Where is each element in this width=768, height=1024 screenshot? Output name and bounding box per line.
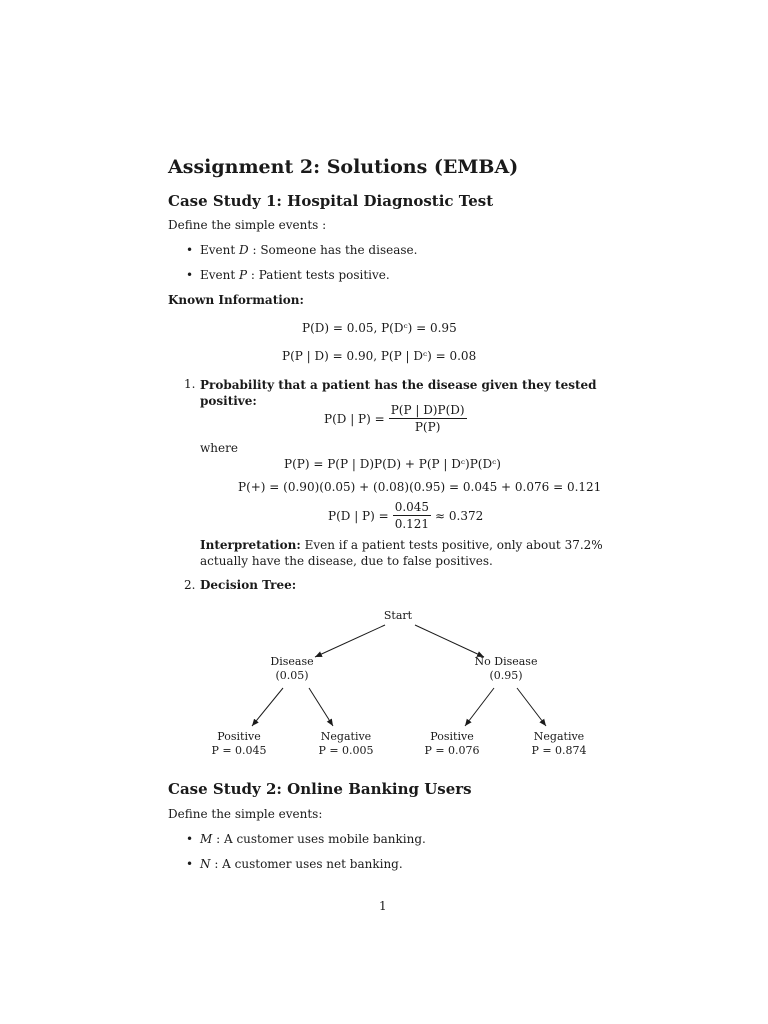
bullet-symbol: P	[239, 268, 248, 282]
known-equation-2: P(P | D) = 0.90, P(P | Dᶜ) = 0.08	[282, 349, 477, 363]
total-probability-equation: P(P) = P(P | D)P(D) + P(P | Dᶜ)P(Dᶜ)	[284, 457, 501, 471]
result-denominator: 0.121	[394, 517, 430, 531]
case1-intro: Define the simple events :	[168, 218, 327, 232]
tree-node-label: Disease	[270, 655, 314, 668]
tree-leaf-probability: P = 0.874	[531, 744, 587, 757]
result-rhs: ≈ 0.372	[435, 508, 484, 523]
interpretation-label: Interpretation:	[200, 538, 301, 552]
tree-leaf-disease-negative	[306, 730, 386, 758]
result-numerator: 0.045	[394, 500, 430, 514]
bullet-symbol: D	[239, 243, 249, 257]
q1-number: 1.	[184, 377, 196, 391]
known-equation-1: P(D) = 0.05, P(Dᶜ) = 0.95	[302, 321, 457, 335]
edge-nodisease-positive	[465, 688, 494, 726]
case2-heading: Case Study 2: Online Banking Users	[168, 780, 472, 798]
bullet-dot: •	[186, 268, 194, 282]
edge-start-disease	[315, 625, 385, 657]
bullet-prefix: Event	[200, 268, 240, 282]
edge-start-no-disease	[415, 625, 484, 657]
tree-leaf-label: Negative	[533, 730, 585, 743]
q2-number: 2.	[184, 578, 196, 592]
q1-title: Probability that a patient has the disease given they tested positive:	[200, 378, 597, 408]
tree-node-no-disease	[461, 655, 551, 683]
known-information-heading: Known Information:	[168, 293, 304, 307]
tree-leaf-probability: P = 0.005	[318, 744, 374, 757]
tree-leaf-nodisease-positive	[412, 730, 492, 758]
tree-leaf-nodisease-negative	[519, 730, 599, 758]
bullet-text: : Someone has the disease.	[248, 243, 418, 257]
tree-node-disease	[252, 655, 332, 683]
bullet-dot: •	[186, 832, 194, 846]
tree-leaf-probability: P = 0.045	[211, 744, 267, 757]
tree-node-start: Start	[383, 609, 413, 622]
case2-bullet-2	[186, 857, 403, 871]
tree-leaf-label: Positive	[430, 730, 474, 743]
case1-heading: Case Study 1: Hospital Diagnostic Test	[168, 192, 494, 210]
bullet-dot: •	[186, 243, 194, 257]
tree-leaf-label: Negative	[320, 730, 372, 743]
interpretation-text: Even if a patient tests positive, only about 37.2% actually have the disease, due to false positives.	[200, 538, 603, 568]
bullet-symbol: M	[200, 832, 213, 846]
bullet-text: : A customer uses net banking.	[210, 857, 403, 871]
bullet-text: : A customer uses mobile banking.	[212, 832, 426, 846]
bullet-dot: •	[186, 857, 194, 871]
tree-leaf-probability: P = 0.076	[424, 744, 480, 757]
bayes-lhs: P(D | P) =	[324, 411, 385, 426]
edge-disease-negative	[309, 688, 333, 726]
tree-node-probability: (0.05)	[275, 669, 309, 682]
tree-node-label: No Disease	[474, 655, 538, 668]
edge-disease-positive	[252, 688, 283, 726]
tree-node-probability: (0.95)	[489, 669, 523, 682]
where-label: where	[200, 441, 238, 455]
bullet-prefix: Event	[200, 243, 240, 257]
tree-leaf-label: Positive	[217, 730, 261, 743]
case2-bullet-1	[186, 832, 426, 846]
tree-leaf-disease-positive	[199, 730, 279, 758]
case2-intro: Define the simple events:	[168, 807, 323, 821]
bullet-symbol: N	[200, 857, 211, 871]
q2-title: Decision Tree:	[200, 578, 297, 592]
edge-nodisease-negative	[517, 688, 546, 726]
document-title: Assignment 2: Solutions (EMBA)	[168, 156, 519, 178]
bayes-denominator: P(P)	[414, 420, 441, 434]
total-probability-calculation: P(+) = (0.90)(0.05) + (0.08)(0.95) = 0.045 + 0.076 = 0.121	[238, 480, 602, 494]
result-lhs: P(D | P) =	[328, 508, 389, 523]
page-number: 1	[379, 899, 387, 913]
bullet-text: : Patient tests positive.	[247, 268, 390, 282]
bayes-numerator: P(P | D)P(D)	[390, 403, 465, 417]
